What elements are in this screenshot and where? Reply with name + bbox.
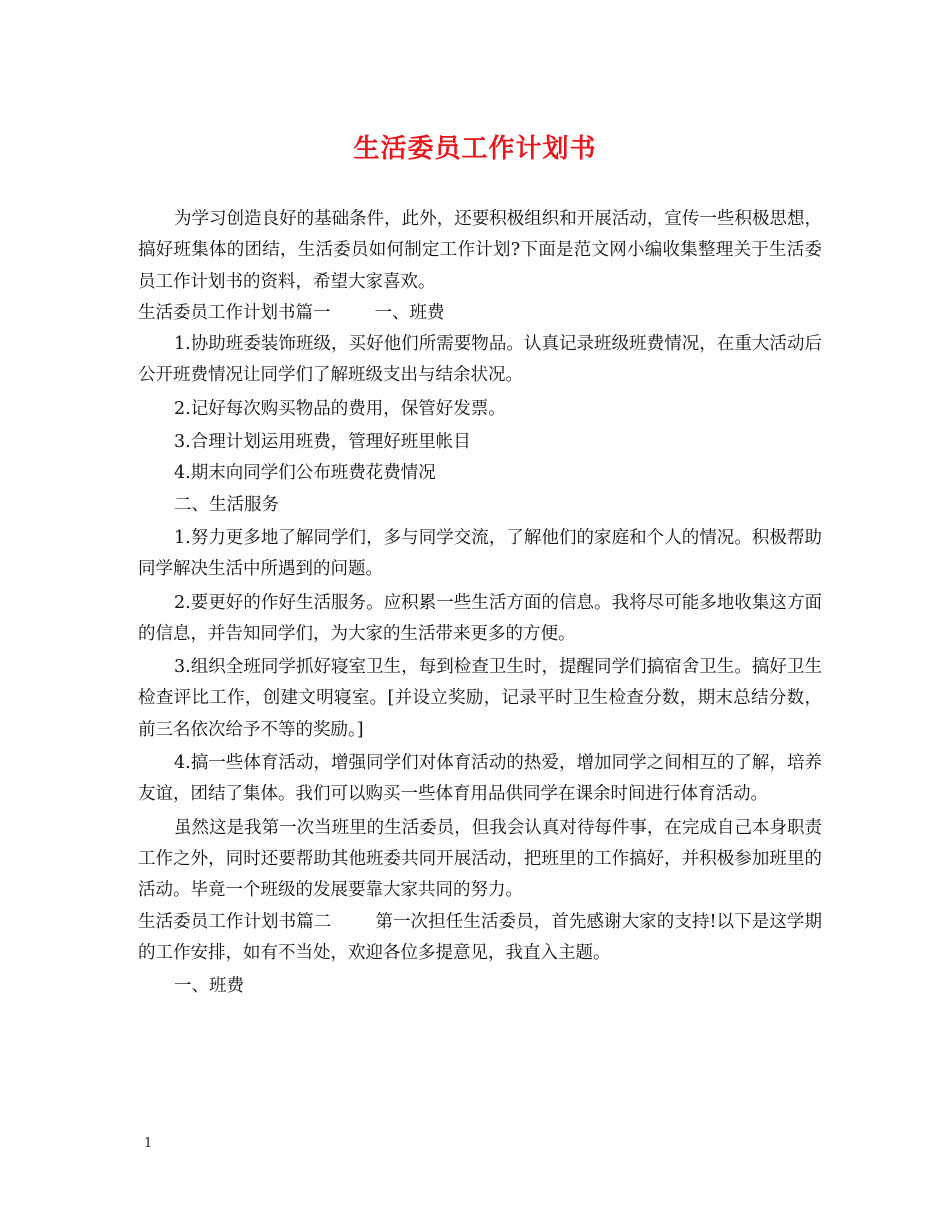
document-title: 生活委员工作计划书 — [353, 134, 597, 164]
part2-heading: 生活委员工作计划书篇二 — [138, 911, 332, 932]
part2-first-paragraph: 第一次担任生活委员，首先感谢大家的支持!以下是这学期的工作安排，如有不当处，欢迎各位多提意见，我直入主题。 — [138, 911, 823, 963]
closing-paragraph: 虽然这是我第一次当班里的生活委员，但我会认真对待每件事，在完成自己本身职责工作之外，同时还要帮助其他班委共同开展活动，把班里的工作搞好，并积极参加班里的活动。毕竟一个班级的发展要靠大家共同的努力。 — [138, 817, 822, 901]
section-heading-part2 — [138, 907, 822, 970]
section-heading-part1 — [138, 298, 822, 329]
intro-paragraph: 为学习创造良好的基础条件，此外，还要积极组织和开展活动，宣传一些积极思想，搞好班集体的团结，生活委员如何制定工作计划?下面是范文网小编收集整理关于生活委员工作计划书的资料，希望大家喜欢。 — [138, 209, 822, 292]
list-item: 4.期末向同学们公布班费花费情况 — [174, 463, 436, 484]
page-number: 1 — [144, 1136, 153, 1151]
part1-heading: 生活委员工作计划书篇一 — [138, 302, 331, 323]
part1-first-item: 一、班费 — [374, 302, 445, 323]
list-item: 1.协助班委装饰班级，买好他们所需要物品。认真记录班级班费情况，在重大活动后公开班费情况让同学们了解班级支出与结余状况。 — [138, 334, 822, 386]
list-item: 2.记好每次购买物品的费用，保管好发票。 — [174, 398, 506, 419]
subsection-heading: 二、生活服务 — [174, 494, 279, 515]
list-item: 3.合理计划运用班费，管理好班里帐目 — [174, 432, 471, 453]
document-body — [138, 204, 822, 1002]
list-item: 3.组织全班同学抓好寝室卫生，每到检查卫生时，提醒同学们搞宿舍卫生。搞好卫生检查评比工作，创建文明寝室。[并设立奖励，记录平时卫生检查分数，期末总结分数，前三名依次给予不等的奖励。] — [138, 657, 822, 740]
subsection-heading: 一、班费 — [174, 976, 244, 997]
list-item: 2.要更好的作好生活服务。应积累一些生活方面的信息。我将尽可能多地收集这方面的信息，并告知同学们，为大家的生活带来更多的方便。 — [138, 592, 822, 644]
list-item: 4.搞一些体育活动，增强同学们对体育活动的热爱，增加同学之间相互的了解，培养友谊，团结了集体。我们可以购买一些体育用品供同学在课余时间进行体育活动。 — [138, 753, 822, 805]
list-item: 1.努力更多地了解同学们，多与同学交流，了解他们的家庭和个人的情况。积极帮助同学解决生活中所遇到的问题。 — [138, 527, 822, 580]
